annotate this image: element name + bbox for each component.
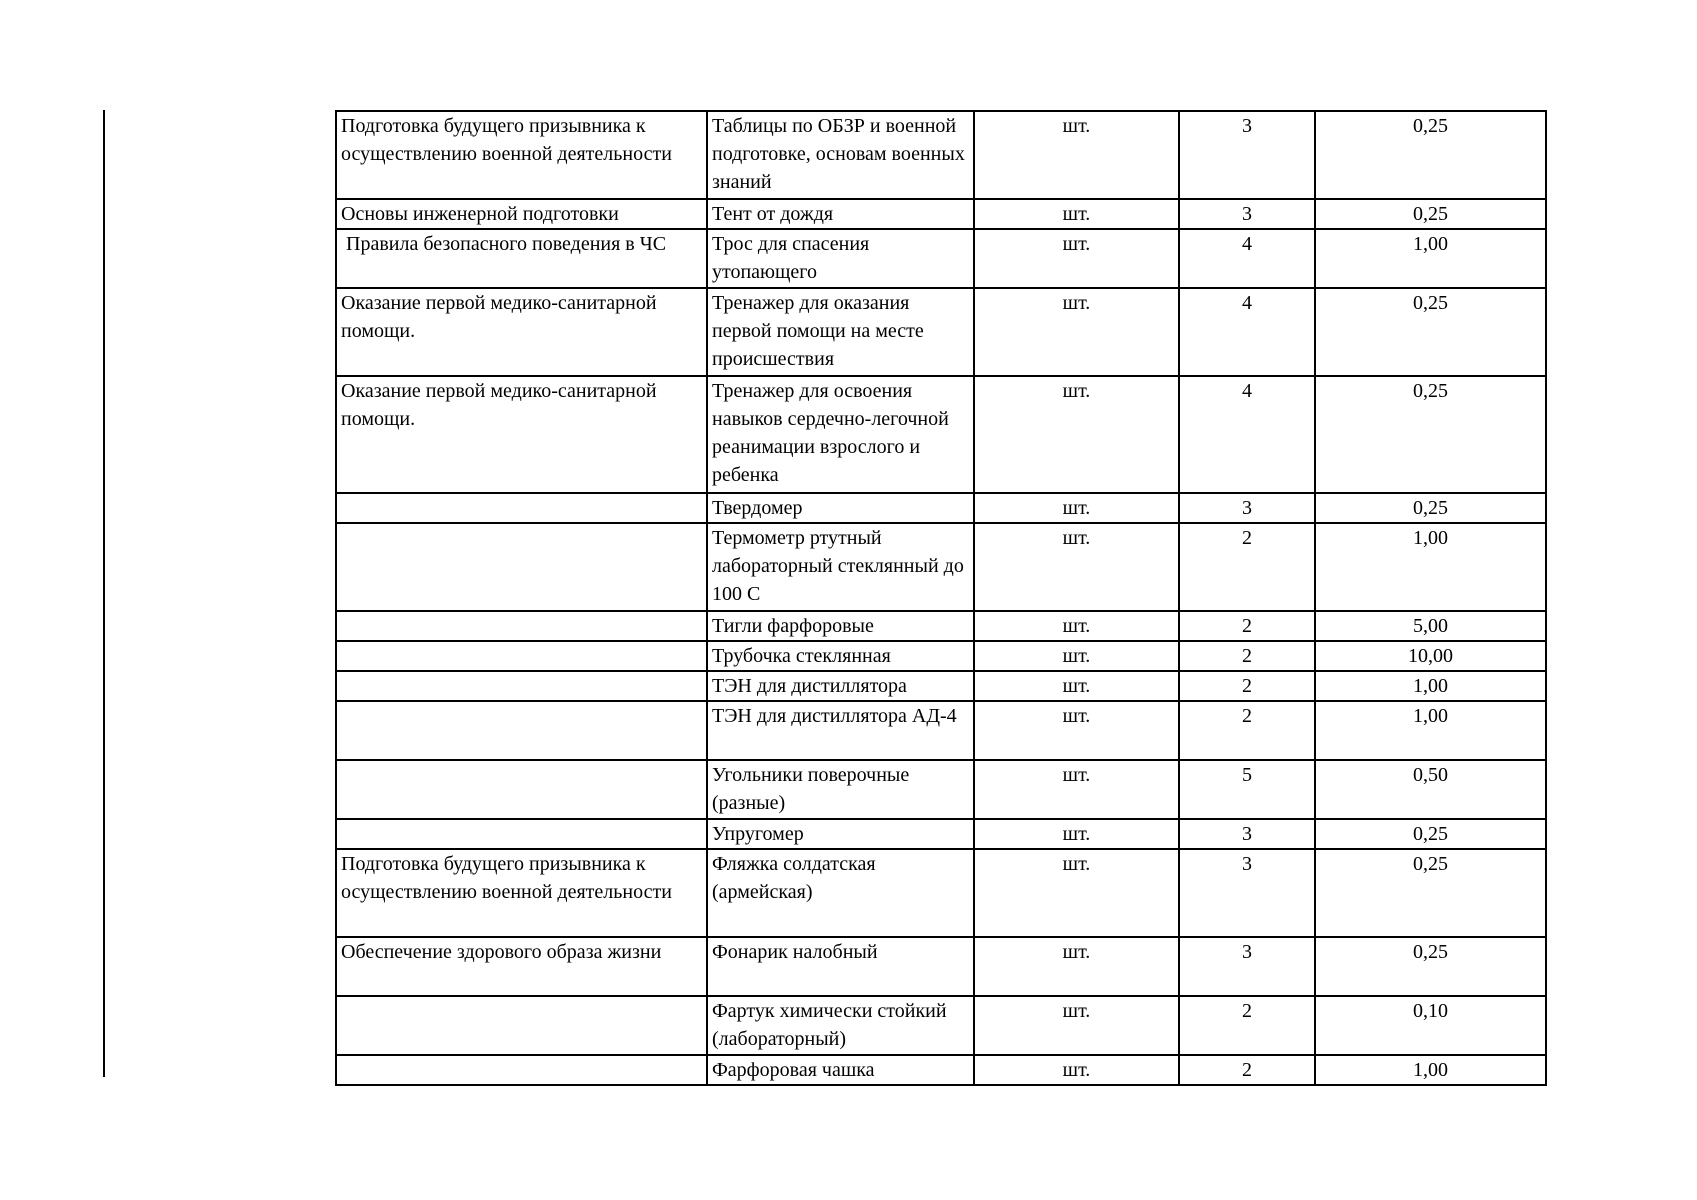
item-cell: Тигли фарфоровые — [707, 611, 974, 641]
item-cell: Таблицы по ОБЗР и военной подготовке, основам военных знаний — [707, 111, 974, 199]
item-cell: ТЭН для дистиллятора — [707, 671, 974, 701]
norm-cell: 1,00 — [1315, 229, 1546, 288]
unit-cell: шт. — [974, 199, 1179, 229]
table-row — [336, 199, 1546, 229]
section-cell — [336, 701, 707, 760]
unit-cell: шт. — [974, 229, 1179, 288]
table-row — [336, 671, 1546, 701]
norm-cell: 0,25 — [1315, 376, 1546, 493]
qty-cell: 4 — [1179, 288, 1315, 376]
table-row — [336, 229, 1546, 288]
norm-cell: 0,25 — [1315, 199, 1546, 229]
item-cell: Трос для спасения утопающего — [707, 229, 974, 288]
table-row — [336, 701, 1546, 760]
section-cell: Оказание первой медико-санитарной помощи. — [336, 376, 707, 493]
table-row — [336, 996, 1546, 1055]
qty-cell: 2 — [1179, 523, 1315, 611]
item-cell: ТЭН для дистиллятора АД-4 — [707, 701, 974, 760]
norm-cell: 0,50 — [1315, 760, 1546, 819]
unit-cell: шт. — [974, 819, 1179, 849]
table-row — [336, 288, 1546, 376]
qty-cell: 3 — [1179, 937, 1315, 996]
qty-cell: 2 — [1179, 671, 1315, 701]
qty-cell: 4 — [1179, 229, 1315, 288]
section-cell — [336, 523, 707, 611]
item-cell: Фонарик налобный — [707, 937, 974, 996]
table-row — [336, 493, 1546, 523]
item-cell: Фляжка солдатская (армейская) — [707, 849, 974, 937]
norm-cell: 0,25 — [1315, 111, 1546, 199]
norm-cell: 0,25 — [1315, 937, 1546, 996]
norm-cell: 1,00 — [1315, 1055, 1546, 1085]
unit-cell: шт. — [974, 1055, 1179, 1085]
item-cell: Термометр ртутный лабораторный стеклянный до 100 С — [707, 523, 974, 611]
section-cell: Обеспечение здорового образа жизни — [336, 937, 707, 996]
table-row — [336, 111, 1546, 199]
qty-cell: 3 — [1179, 199, 1315, 229]
section-cell — [336, 996, 707, 1055]
unit-cell: шт. — [974, 376, 1179, 493]
norm-cell: 1,00 — [1315, 671, 1546, 701]
qty-cell: 2 — [1179, 641, 1315, 671]
unit-cell: шт. — [974, 701, 1179, 760]
table-row — [336, 760, 1546, 819]
section-cell: Подготовка будущего призывника к осуществлению военной деятельности — [336, 111, 707, 199]
norm-cell: 1,00 — [1315, 523, 1546, 611]
norm-cell: 0,25 — [1315, 493, 1546, 523]
equipment-table — [335, 110, 1547, 1086]
unit-cell: шт. — [974, 288, 1179, 376]
norm-cell: 0,25 — [1315, 849, 1546, 937]
item-cell: Фарфоровая чашка — [707, 1055, 974, 1085]
norm-cell: 0,25 — [1315, 288, 1546, 376]
qty-cell: 2 — [1179, 996, 1315, 1055]
section-cell: Правила безопасного поведения в ЧС — [336, 229, 707, 288]
table-row — [336, 1055, 1546, 1085]
section-cell — [336, 819, 707, 849]
item-cell: Тент от дождя — [707, 199, 974, 229]
section-cell — [336, 671, 707, 701]
section-cell — [336, 760, 707, 819]
section-cell — [336, 1055, 707, 1085]
qty-cell: 3 — [1179, 111, 1315, 199]
section-cell: Оказание первой медико-санитарной помощи. — [336, 288, 707, 376]
norm-cell: 10,00 — [1315, 641, 1546, 671]
qty-cell: 2 — [1179, 1055, 1315, 1085]
qty-cell: 2 — [1179, 611, 1315, 641]
norm-cell: 0,10 — [1315, 996, 1546, 1055]
section-cell — [336, 641, 707, 671]
qty-cell: 5 — [1179, 760, 1315, 819]
table-row — [336, 937, 1546, 996]
section-cell — [336, 611, 707, 641]
table-row — [336, 611, 1546, 641]
item-cell: Угольники поверочные (разные) — [707, 760, 974, 819]
unit-cell: шт. — [974, 611, 1179, 641]
qty-cell: 3 — [1179, 819, 1315, 849]
table-row — [336, 376, 1546, 493]
unit-cell: шт. — [974, 671, 1179, 701]
unit-cell: шт. — [974, 493, 1179, 523]
section-cell — [336, 493, 707, 523]
table-row — [336, 849, 1546, 937]
unit-cell: шт. — [974, 111, 1179, 199]
qty-cell: 3 — [1179, 849, 1315, 937]
qty-cell: 4 — [1179, 376, 1315, 493]
item-cell: Тренажер для освоения навыков сердечно-легочной реанимации взрослого и ребенка — [707, 376, 974, 493]
item-cell: Трубочка стеклянная — [707, 641, 974, 671]
item-cell: Твердомер — [707, 493, 974, 523]
norm-cell: 5,00 — [1315, 611, 1546, 641]
unit-cell: шт. — [974, 523, 1179, 611]
unit-cell: шт. — [974, 849, 1179, 937]
qty-cell: 2 — [1179, 701, 1315, 760]
unit-cell: шт. — [974, 937, 1179, 996]
section-cell: Подготовка будущего призывника к осуществлению военной деятельности — [336, 849, 707, 937]
table-row — [336, 641, 1546, 671]
item-cell: Тренажер для оказания первой помощи на месте происшествия — [707, 288, 974, 376]
unit-cell: шт. — [974, 760, 1179, 819]
unit-cell: шт. — [974, 641, 1179, 671]
margin-rule — [103, 110, 105, 1077]
norm-cell: 0,25 — [1315, 819, 1546, 849]
item-cell: Фартук химически стойкий (лабораторный) — [707, 996, 974, 1055]
qty-cell: 3 — [1179, 493, 1315, 523]
unit-cell: шт. — [974, 996, 1179, 1055]
section-cell: Основы инженерной подготовки — [336, 199, 707, 229]
norm-cell: 1,00 — [1315, 701, 1546, 760]
table-row — [336, 819, 1546, 849]
item-cell: Упругомер — [707, 819, 974, 849]
table-row — [336, 523, 1546, 611]
